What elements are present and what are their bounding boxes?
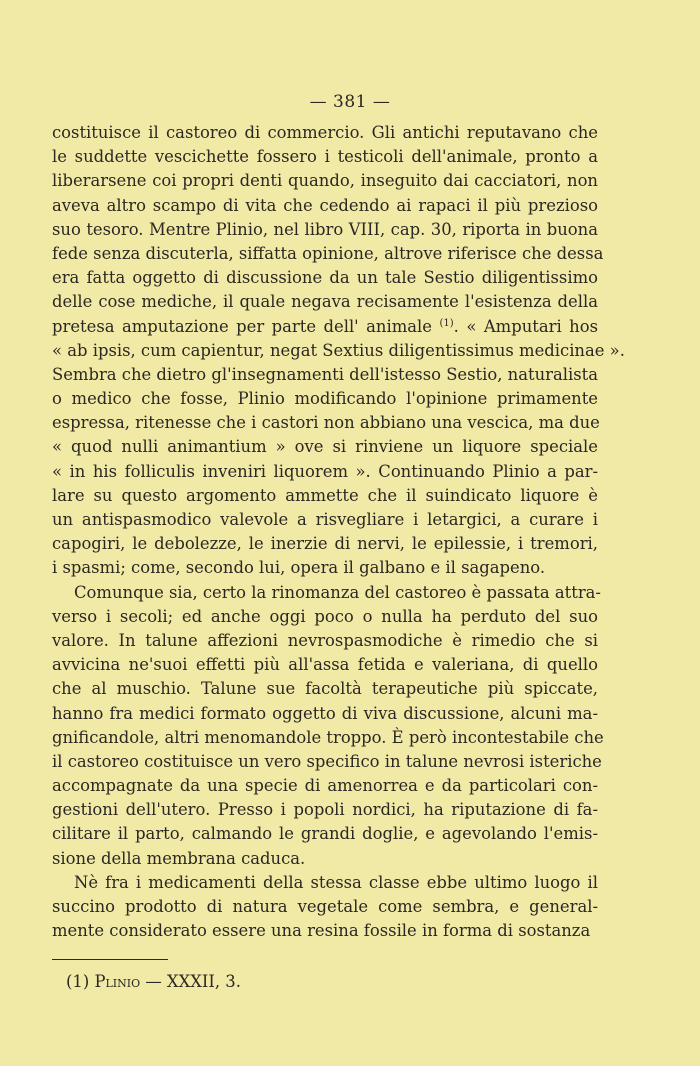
text-line	[52, 847, 598, 871]
footnote-marker: (1)	[66, 972, 90, 991]
footnote-reference-marker: (1)	[439, 317, 454, 329]
line-text: il castoreo costituisce un vero specifico in talune nevrosi isteriche	[52, 751, 602, 771]
line-text: le suddette vescichette fossero i testicoli dell'animale, pronto a	[52, 147, 598, 167]
line-text: Sembra che dietro gl'insegnamenti dell'istesso Sestio, naturalista	[52, 364, 598, 384]
text-line	[52, 266, 598, 290]
text-line	[52, 218, 598, 242]
text-line	[52, 315, 598, 339]
text-line	[52, 556, 598, 580]
text-line	[52, 895, 598, 919]
line-text: accompagnate da una specie di amenorrea e da particolari con-	[52, 776, 598, 796]
line-text: verso i secoli; ed anche oggi poco o nulla ha perduto del suo	[52, 606, 598, 626]
line-text: delle cose mediche, il quale negava recisamente l'esistenza della	[52, 292, 598, 312]
text-line	[52, 871, 598, 895]
text-line	[52, 702, 598, 726]
text-line	[52, 484, 598, 508]
line-text: mente considerato essere una resina fossile in forma di sostanza	[52, 921, 591, 941]
text-line	[52, 121, 598, 145]
line-text: aveva altro scampo di vita che cedendo ai rapaci il più prezioso	[52, 195, 598, 215]
text-line	[52, 411, 598, 435]
text-line	[52, 822, 598, 846]
line-text: i spasmi; come, secondo lui, opera il galbano e il sagapeno.	[52, 558, 546, 578]
line-text: Comunque sia, certo la rinomanza del castoreo è passata attra-	[74, 582, 601, 602]
line-text: cilitare il parto, calmando le grandi doglie, e agevolando l'emis-	[52, 824, 598, 844]
line-text: espressa, ritenesse che i castori non abbiano una vescica, ma due	[52, 413, 600, 433]
footnote-author: Plinio	[94, 972, 141, 991]
text-line	[52, 532, 598, 556]
line-text: gestioni dell'utero. Presso i popoli nordici, ha riputazione di fa-	[52, 800, 598, 820]
page-number: — 381 —	[309, 92, 391, 112]
line-text: hanno fra medici formato oggetto di viva discussione, alcuni ma-	[52, 703, 598, 723]
text-line	[52, 435, 598, 459]
line-text: capogiri, le debolezze, le inerzie di nervi, le epilessie, i tremori,	[52, 534, 598, 554]
line-text: « quod nulli animantium » ove si rinviene un liquore speciale	[52, 437, 598, 457]
paragraph	[52, 581, 604, 871]
text-line	[52, 629, 598, 653]
line-text: fede senza discuterla, siffatta opinione, altrove riferisce che dessa	[52, 243, 604, 263]
line-text: suo tesoro. Mentre Plinio, nel libro VIII, cap. 30, riporta in buona	[52, 219, 598, 239]
text-line	[52, 169, 598, 193]
text-line	[52, 194, 598, 218]
text-line	[52, 919, 598, 943]
line-text: gnificandole, altri menomandole troppo. È però incontestabile che	[52, 727, 604, 747]
line-text: « in his folliculis inveniri liquorem ». Continuando Plinio a par-	[52, 461, 598, 481]
text-line	[52, 581, 601, 605]
line-text: sione della membrana caduca.	[52, 848, 306, 868]
text-line	[52, 290, 598, 314]
line-text: succino prodotto di natura vegetale come sembra, e general-	[52, 897, 598, 916]
line-text: Nè fra i medicamenti della stessa classe ebbe ultimo luogo il	[74, 872, 598, 892]
text-line	[52, 774, 598, 798]
text-line	[52, 653, 598, 677]
text-line	[52, 508, 598, 532]
line-text-continued: . « Amputari hos	[453, 316, 599, 336]
text-line	[52, 145, 598, 169]
line-text: costituisce il castoreo di commercio. Gli antichi reputavano che	[52, 123, 598, 142]
text-line	[52, 242, 604, 266]
text-line	[52, 339, 625, 363]
paragraph	[52, 871, 598, 944]
line-text: « ab ipsis, cum capientur, negat Sextius diligentissimus medicinae ».	[52, 340, 625, 360]
footnote-divider	[52, 959, 168, 960]
line-text: liberarsene coi propri denti quando, inseguito dai cacciatori, non	[52, 171, 598, 191]
text-line	[52, 460, 598, 484]
footnote-reference: — XXXII, 3.	[145, 972, 241, 991]
line-text: un antispasmodico valevole a risvegliare i letargici, a curare i	[52, 510, 598, 529]
line-text: o medico che fosse, Plinio modificando l'opinione primamente	[52, 389, 598, 409]
body-text	[52, 121, 625, 943]
text-line	[52, 726, 604, 750]
text-line	[52, 387, 598, 411]
text-line	[52, 677, 598, 701]
paragraph	[52, 121, 625, 581]
text-line	[52, 605, 598, 629]
text-line	[52, 750, 602, 774]
line-text: che al muschio. Talune sue facoltà terapeutiche più spiccate,	[52, 679, 598, 699]
line-text: pretesa amputazione per parte dell' animale	[52, 316, 432, 336]
text-line	[52, 363, 598, 387]
line-text: avvicina ne'suoi effetti più all'assa fetida e valeriana, di quello	[52, 655, 598, 675]
line-text: lare su questo argomento ammette che il suindicato liquore è	[52, 485, 598, 505]
text-line	[52, 798, 598, 822]
line-text: valore. In talune affezioni nevrospasmodiche è rimedio che si	[52, 630, 598, 650]
line-text: era fatta oggetto di discussione da un tale Sestio diligentissimo	[52, 268, 598, 288]
footnote	[66, 970, 241, 994]
